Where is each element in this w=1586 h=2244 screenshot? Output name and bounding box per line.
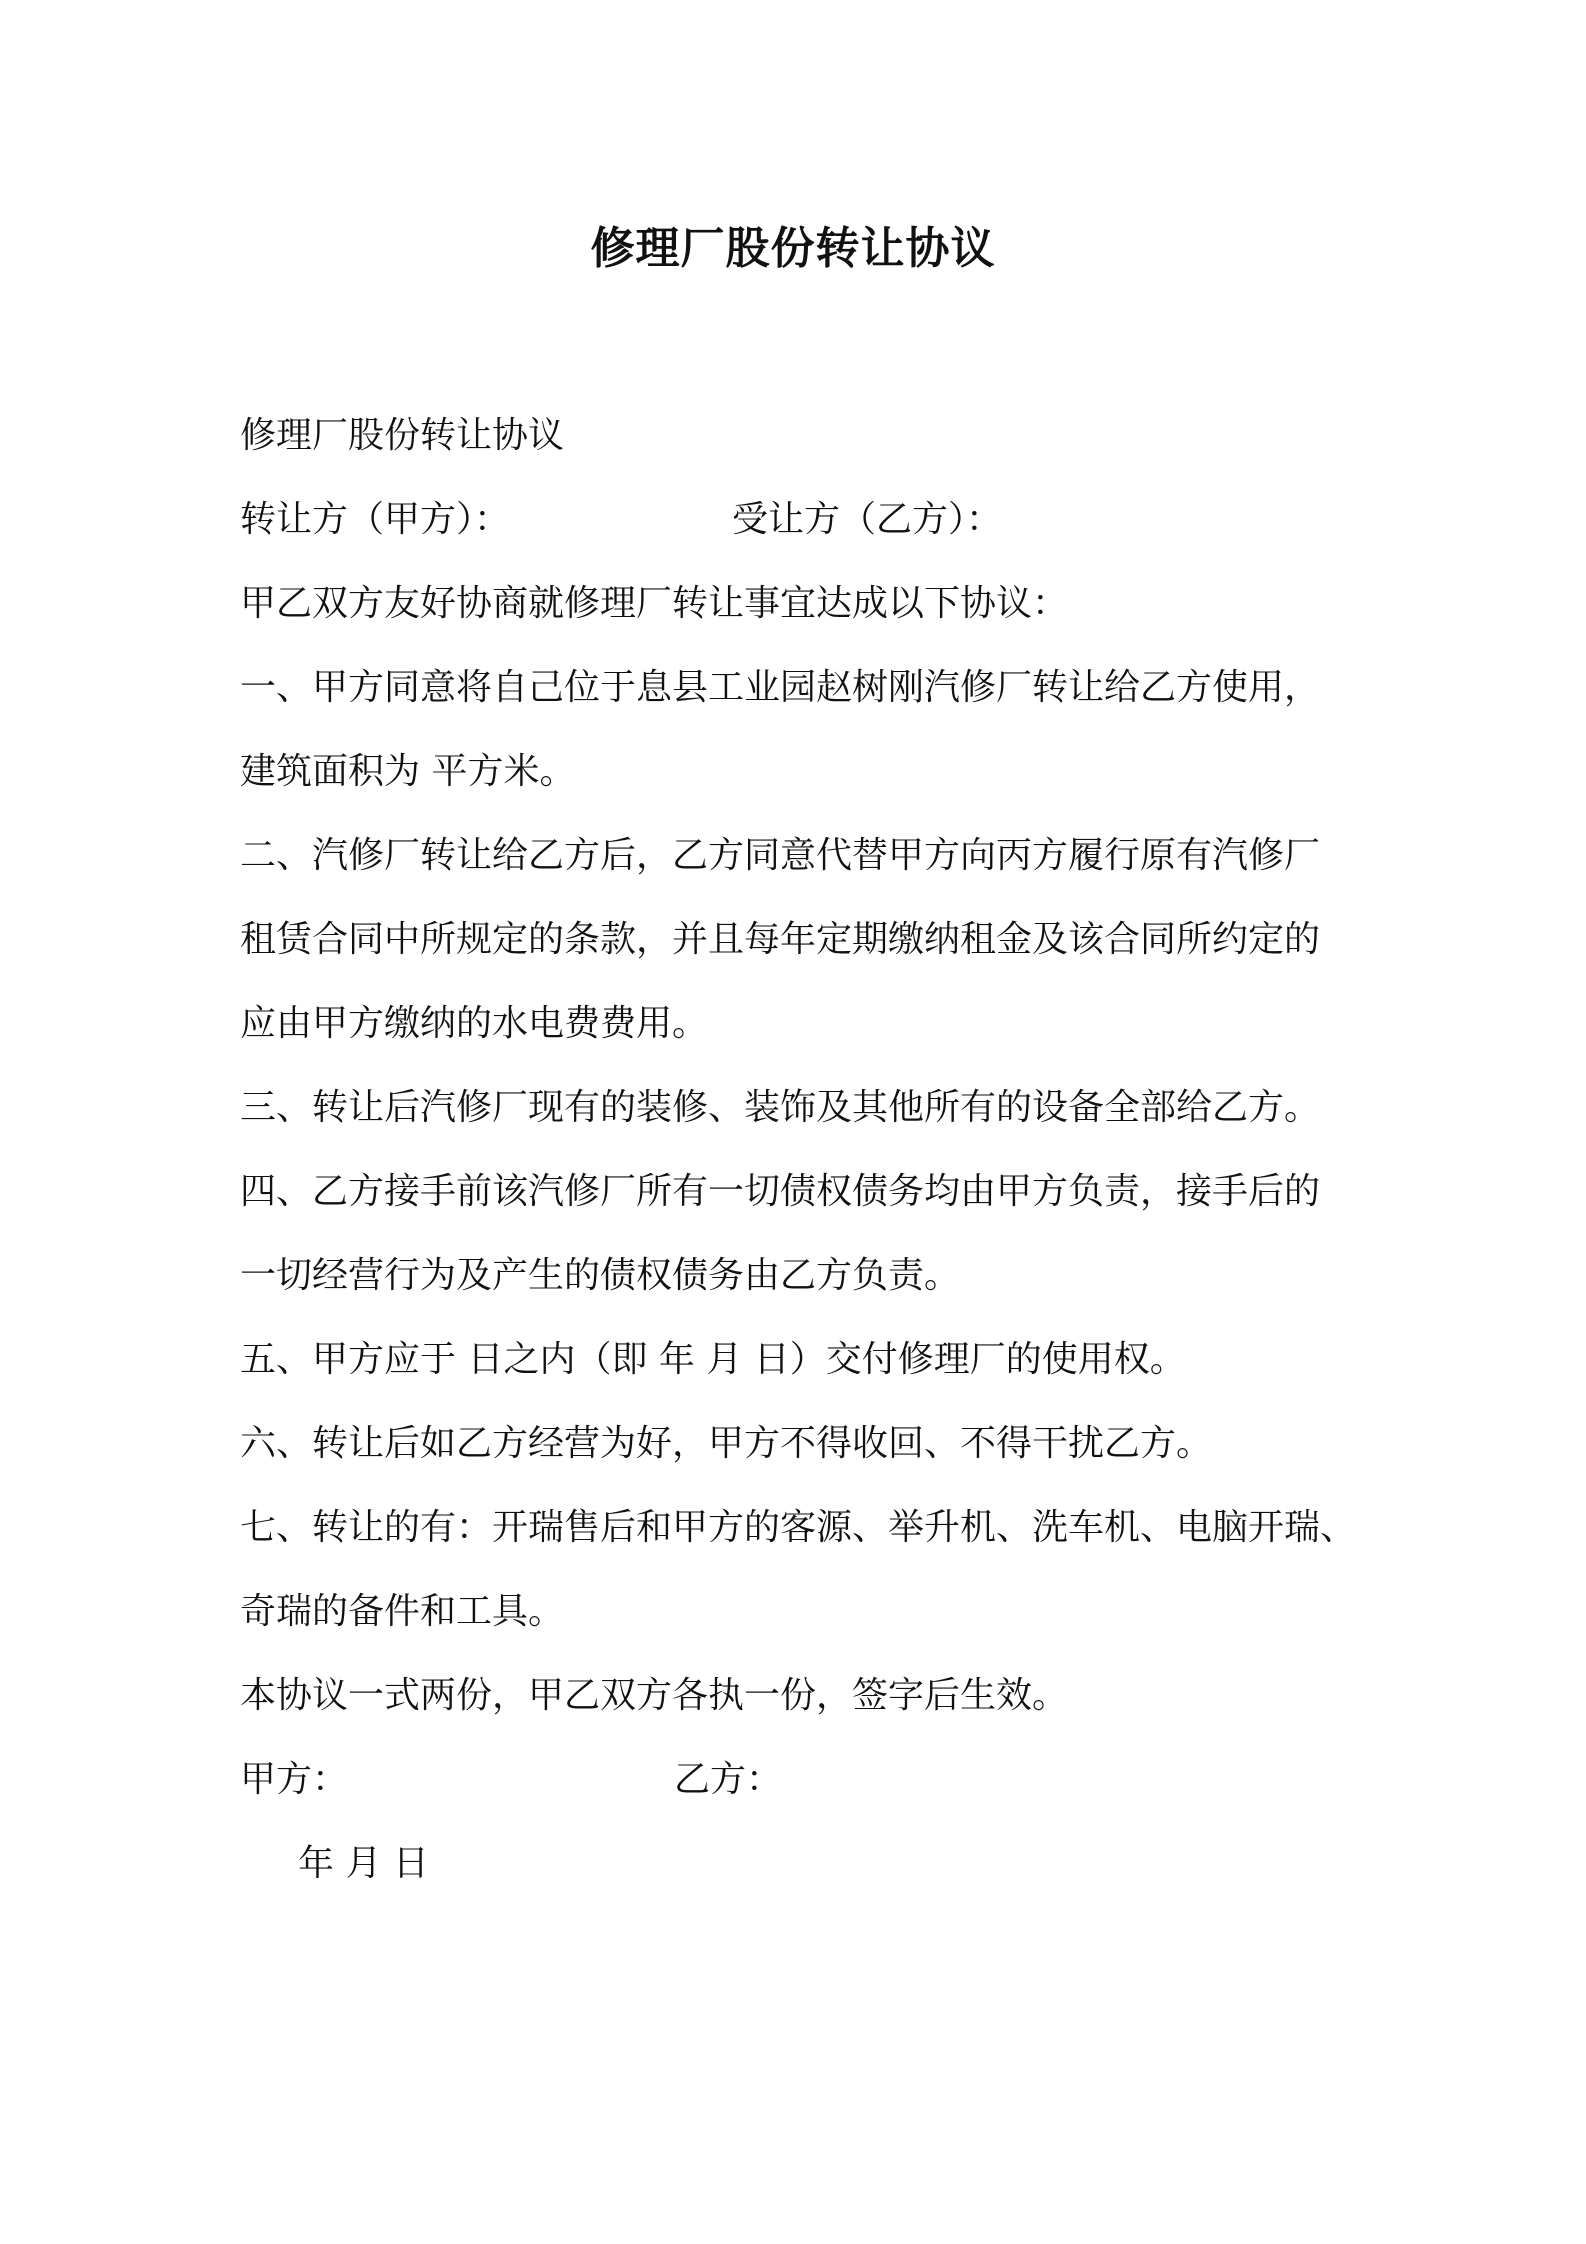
clause-line: 一、甲方同意将自己位于息县工业园赵树刚汽修厂转让给乙方使用， <box>240 667 1321 708</box>
transferee-label: 受让方（乙方）： <box>732 499 1003 540</box>
signature-date-line: 年 月 日 <box>298 1843 429 1884</box>
clause-line: 五、甲方应于 日之内（即 年 月 日）交付修理厂的使用权。 <box>240 1339 1186 1380</box>
clause-line: 六、转让后如乙方经营为好，甲方不得收回、不得干扰乙方。 <box>240 1423 1213 1464</box>
clause-line: 应由甲方缴纳的水电费费用。 <box>240 1003 709 1044</box>
clause-line: 七、转让的有：开瑞售后和甲方的客源、举升机、洗车机、电脑开瑞、 <box>240 1507 1357 1548</box>
document-title: 修理厂股份转让协议 <box>590 223 996 274</box>
party-b-signature-label: 乙方： <box>674 1759 783 1800</box>
transferor-label: 转让方（甲方）： <box>240 499 511 540</box>
clause-line: 一切经营行为及产生的债权债务由乙方负责。 <box>240 1255 961 1296</box>
closing-text: 本协议一式两份，甲乙双方各执一份，签字后生效。 <box>240 1675 1069 1716</box>
clause-line: 建筑面积为 平方米。 <box>240 751 576 792</box>
clause-line: 四、乙方接手前该汽修厂所有一切债权债务均由甲方负责，接手后的 <box>240 1171 1321 1212</box>
clause-line: 奇瑞的备件和工具。 <box>240 1591 565 1632</box>
document-subtitle: 修理厂股份转让协议 <box>240 415 565 456</box>
clause-line: 二、汽修厂转让给乙方后，乙方同意代替甲方向丙方履行原有汽修厂 <box>240 835 1321 876</box>
clause-line: 租赁合同中所规定的条款，并且每年定期缴纳租金及该合同所约定的 <box>240 919 1321 960</box>
intro-text: 甲乙双方友好协商就修理厂转让事宜达成以下协议： <box>240 583 1069 624</box>
party-a-signature-label: 甲方： <box>240 1759 349 1800</box>
clause-line: 三、转让后汽修厂现有的装修、装饰及其他所有的设备全部给乙方。 <box>240 1087 1321 1128</box>
